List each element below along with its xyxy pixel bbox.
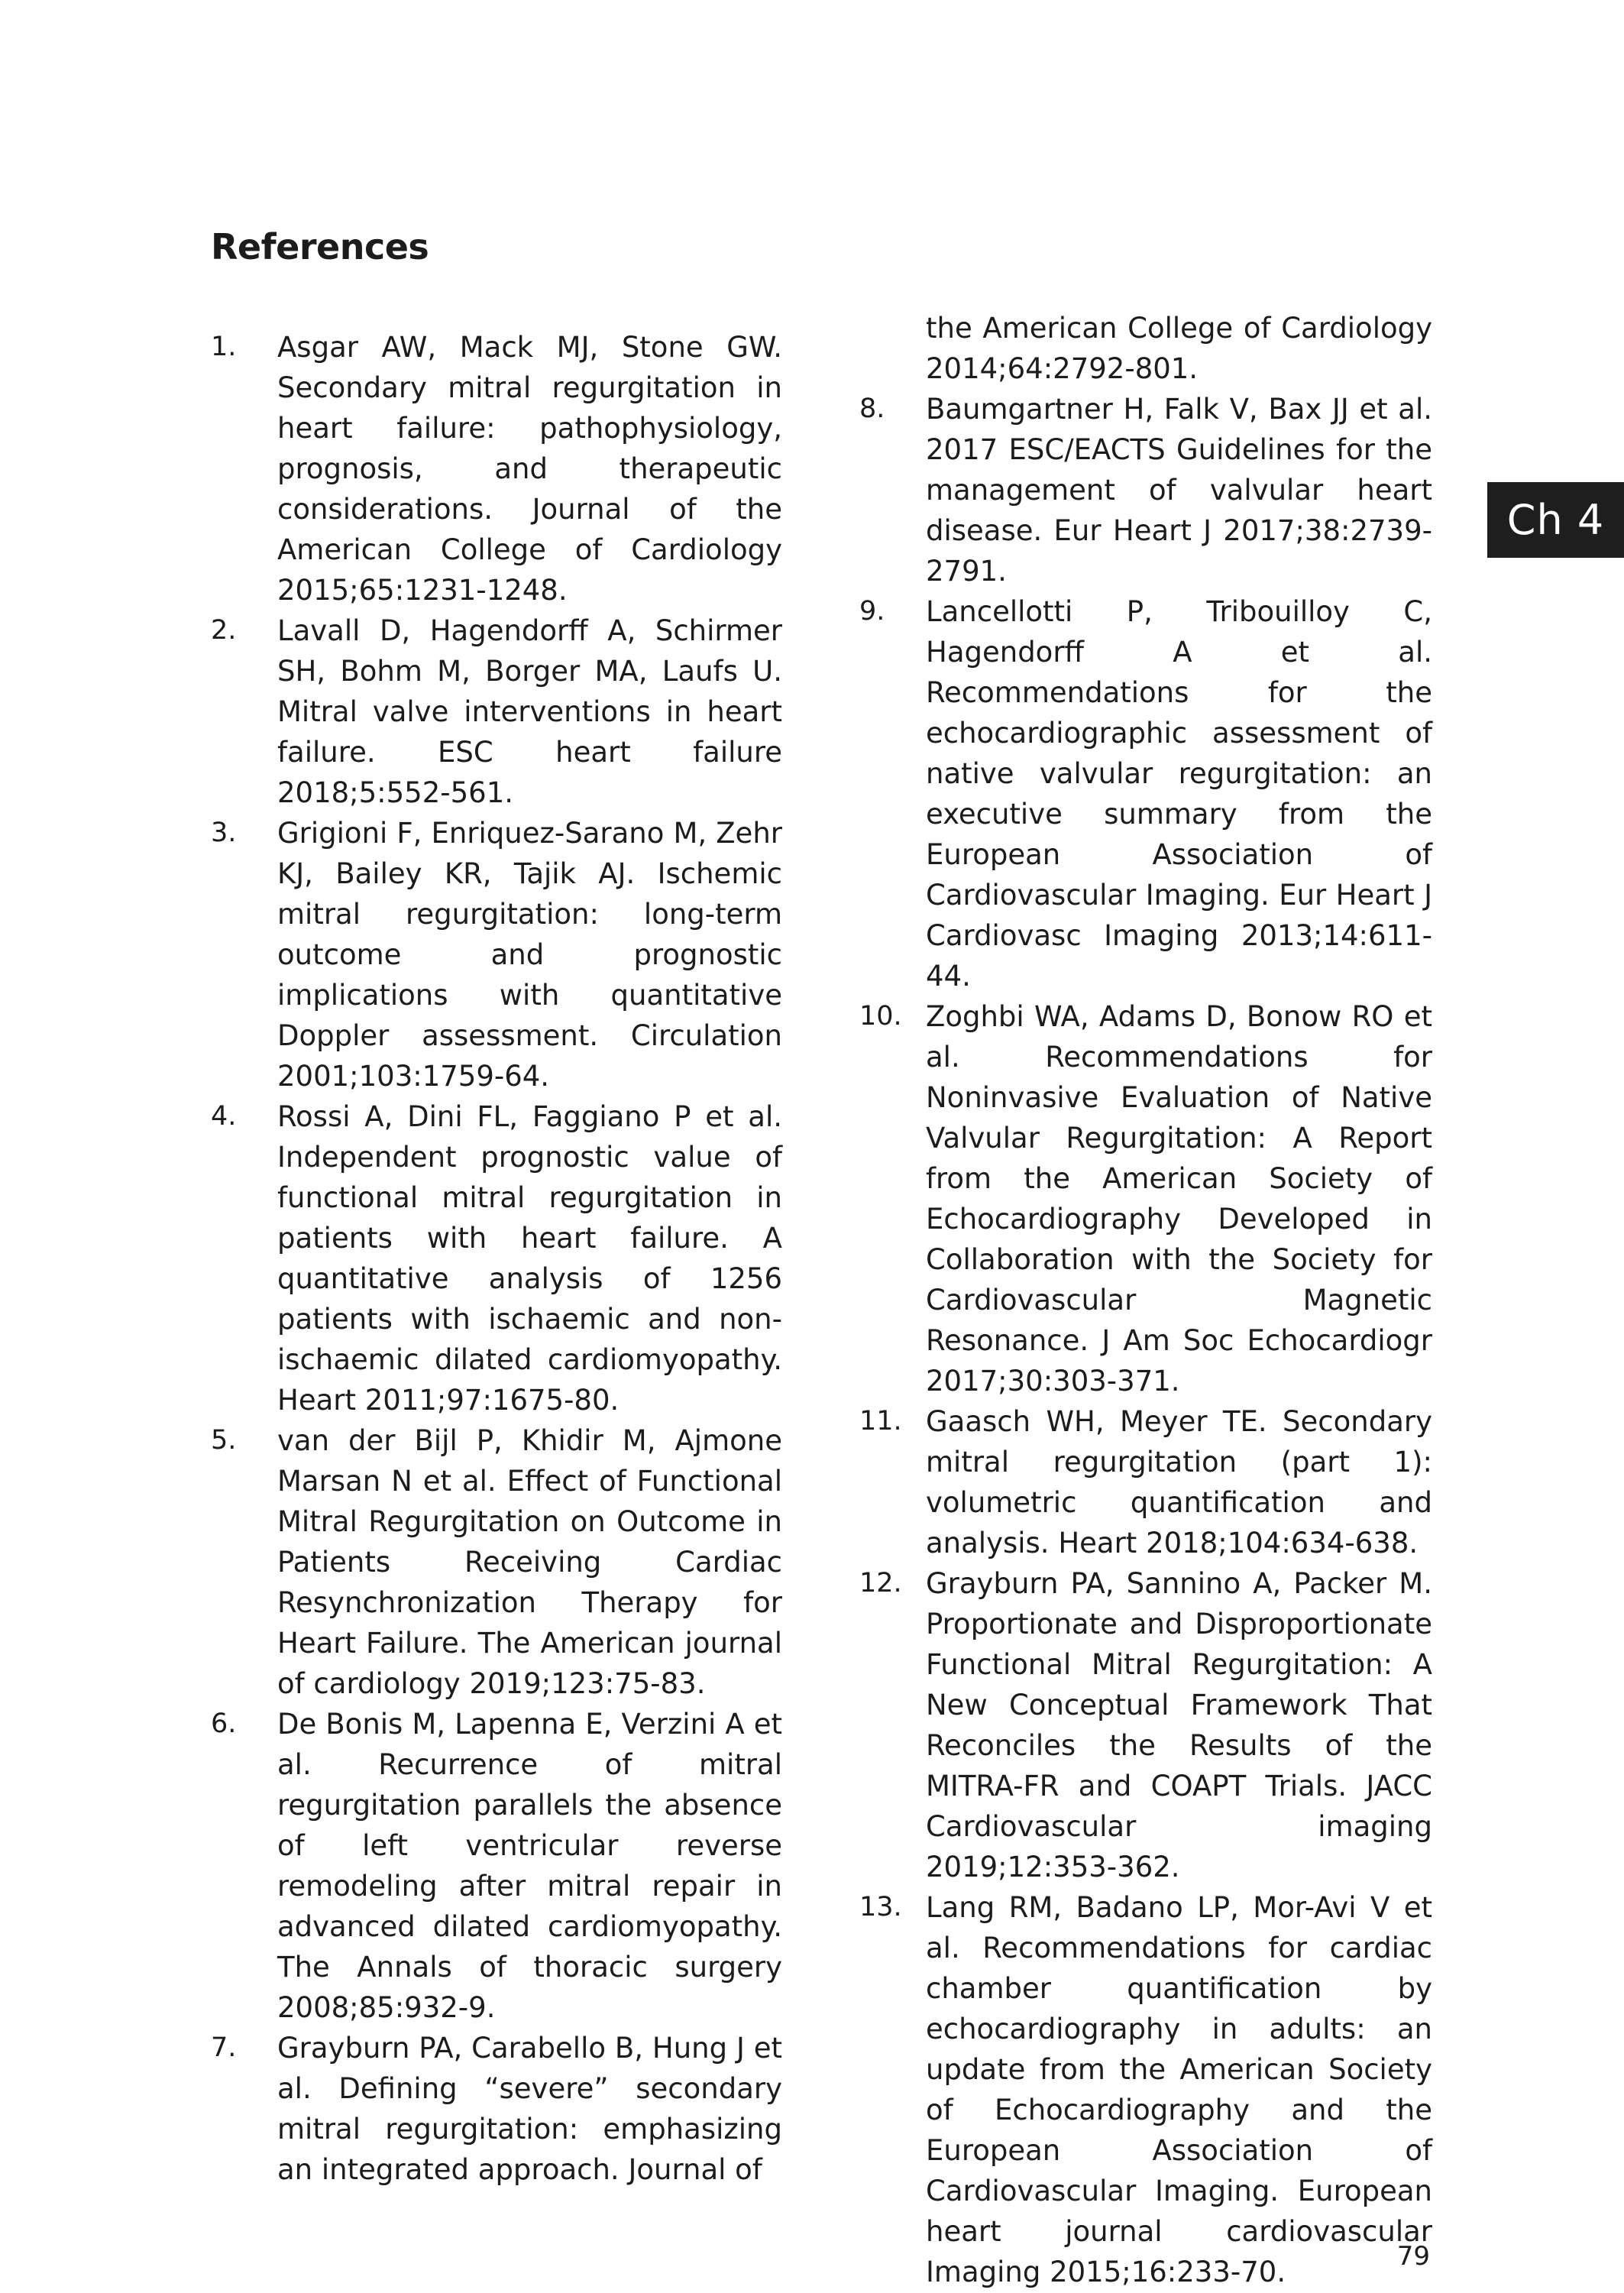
reference-text: De Bonis M, Lapenna E, Verzini A et al. Recurrence of mitral regurgitation parallels the absence of left ventricular reverse remodeling after mitral repair in advanced dilated cardiomyopathy. The Annals of thoracic surgery 2008;85:932-9. — [277, 1708, 782, 2024]
reference-text: Asgar AW, Mack MJ, Stone GW. Secondary mitral regurgitation in heart failure: pathophysiology, prognosis, and therapeutic considerations. Journal of the American College of Cardiology 2015;65:1231-1248. — [277, 331, 782, 607]
reference-item — [859, 591, 1432, 996]
reference-text: Lang RM, Badano LP, Mor-Avi V et al. Recommendations for cardiac chamber quantification by echocardiography in adults: an update from the American Society of Echocardiography and the European Association of Cardiovascular Imaging. European heart journal cardiovascular Imaging 2015;16:233-70. — [926, 1891, 1432, 2288]
reference-text: Rossi A, Dini FL, Faggiano P et al. Independent prognostic value of functional mitral regurgitation in patients with heart failure. A quantitative analysis of 1256 patients with ischaemic and non-ischaemic dilated cardiomyopathy. Heart 2011;97:1675-80. — [277, 1100, 782, 1417]
reference-number: 2. — [211, 615, 237, 646]
reference-item — [859, 996, 1432, 1401]
references-heading: References — [211, 226, 429, 267]
page-number: 79 — [1396, 2241, 1430, 2272]
reference-number: 11. — [859, 1406, 902, 1436]
reference-continuation — [859, 308, 1432, 389]
reference-number: 10. — [859, 1001, 902, 1032]
reference-continuation-text: the American College of Cardiology 2014;64:2792-801. — [926, 312, 1432, 385]
reference-number: 5. — [211, 1425, 237, 1456]
reference-number: 4. — [211, 1101, 237, 1132]
reference-number: 12. — [859, 1568, 902, 1598]
reference-item — [211, 1096, 782, 1420]
reference-number: 1. — [211, 332, 237, 362]
reference-text: Lancellotti P, Tribouilloy C, Hagendorff A et al. Recommendations for the echocardiographic assessment of native valvular regurgitation: an executive summary from the European Association of Cardiovascular Imaging. Eur Heart J Cardiovasc Imaging 2013;14:611-44. — [926, 595, 1432, 993]
reference-number: 8. — [859, 394, 885, 424]
reference-text: Grayburn PA, Sannino A, Packer M. Proportionate and Disproportionate Functional Mitral Regurgitation: A New Conceptual Framework That Reconciles the Results of the MITRA-FR and COAPT Trials. JACC Cardiovascular imaging 2019;12:353-362. — [926, 1567, 1432, 1883]
reference-number: 6. — [211, 1708, 237, 1739]
reference-item — [211, 813, 782, 1096]
reference-item — [211, 1704, 782, 2028]
reference-number: 13. — [859, 1892, 902, 1922]
references-list-right — [859, 308, 1432, 2292]
reference-item — [211, 327, 782, 610]
reference-item — [211, 1420, 782, 1704]
reference-item — [859, 1563, 1432, 1887]
reference-item — [211, 2028, 782, 2190]
reference-text: Lavall D, Hagendorff A, Schirmer SH, Bohm M, Borger MA, Laufs U. Mitral valve interventions in heart failure. ESC heart failure 2018;5:552-561. — [277, 614, 782, 809]
references-list-left — [211, 327, 782, 2190]
reference-text: Gaasch WH, Meyer TE. Secondary mitral regurgitation (part 1): volumetric quantification and analysis. Heart 2018;104:634-638. — [926, 1405, 1432, 1559]
reference-text: Baumgartner H, Falk V, Bax JJ et al. 2017 ESC/EACTS Guidelines for the management of valvular heart disease. Eur Heart J 2017;38:2739-2791. — [926, 393, 1432, 588]
reference-item — [859, 1887, 1432, 2292]
reference-item — [859, 389, 1432, 591]
chapter-tab — [1487, 482, 1624, 558]
reference-text: Grayburn PA, Carabello B, Hung J et al. Defining “severe” secondary mitral regurgitation: emphasizing an integrated approach. Journal of — [277, 2032, 782, 2186]
reference-text: Zoghbi WA, Adams D, Bonow RO et al. Recommendations for Noninvasive Evaluation of Native Valvular Regurgitation: A Report from the American Society of Echocardiography Developed in Collaboration with the Society for Cardiovascular Magnetic Resonance. J Am Soc Echocardiogr 2017;30:303-371. — [926, 1000, 1432, 1397]
chapter-tab-label: Ch 4 — [1506, 496, 1605, 544]
reference-number: 3. — [211, 818, 237, 848]
reference-number: 7. — [211, 2032, 237, 2063]
reference-number: 9. — [859, 596, 885, 627]
reference-item — [859, 1401, 1432, 1563]
reference-text: van der Bijl P, Khidir M, Ajmone Marsan N et al. Effect of Functional Mitral Regurgitation on Outcome in Patients Receiving Cardiac Resynchronization Therapy for Heart Failure. The American journal of cardiology 2019;123:75-83. — [277, 1424, 782, 1700]
reference-text: Grigioni F, Enriquez-Sarano M, Zehr KJ, Bailey KR, Tajik AJ. Ischemic mitral regurgitation: long-term outcome and prognostic implications with quantitative Doppler assessment. Circulation 2001;103:1759-64. — [277, 817, 782, 1093]
reference-item — [211, 610, 782, 813]
